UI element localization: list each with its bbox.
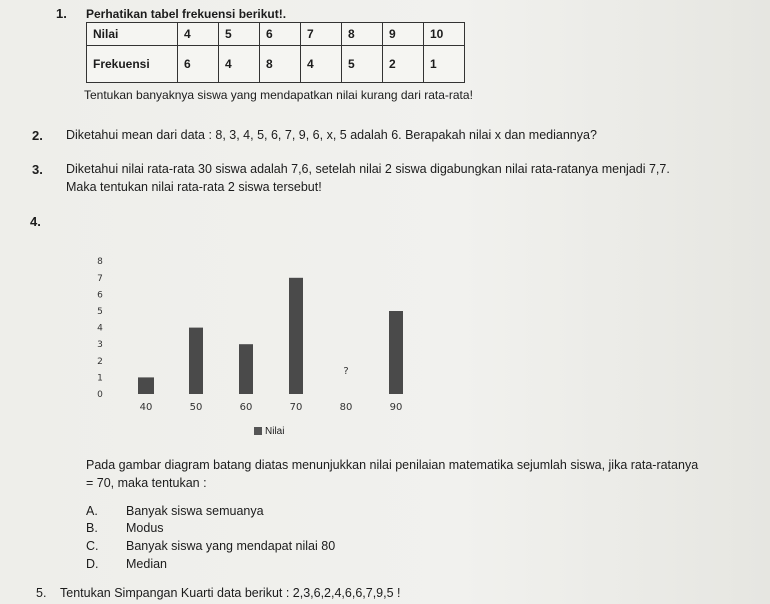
table-cell: 5 — [219, 23, 260, 46]
y-tick-label: 6 — [97, 290, 103, 301]
table-cell: 5 — [342, 46, 383, 83]
bar — [389, 311, 403, 394]
bar — [189, 328, 203, 394]
x-tick-label: 40 — [139, 402, 153, 412]
y-tick-label: 0 — [97, 390, 103, 400]
y-axis-ticks — [97, 257, 103, 400]
chart-legend — [254, 426, 284, 437]
option-a-text: Banyak siswa semuanya — [126, 504, 264, 518]
q4-paragraph-line2: = 70, maka tentukan : — [86, 476, 207, 490]
table-row-nilai — [87, 23, 465, 46]
y-tick-label: 2 — [97, 356, 103, 367]
q1-number: 1. — [56, 6, 67, 21]
table-cell: 2 — [383, 46, 424, 83]
option-a-letter: A. — [86, 504, 98, 518]
q3-line1: Diketahui nilai rata-rata 30 siswa adalah 7,6, setelah nilai 2 siswa digabungkan nilai rata-ratanya menjadi 7,7. — [66, 162, 670, 176]
y-tick-label: 4 — [97, 323, 103, 334]
table-cell: 7 — [301, 23, 342, 46]
y-tick-label: 3 — [97, 340, 103, 351]
y-tick-label: 5 — [97, 307, 103, 317]
x-tick-label: 60 — [239, 402, 253, 412]
bar — [138, 377, 154, 394]
table-row-frekuensi — [87, 46, 465, 83]
y-tick-label: 8 — [97, 257, 103, 268]
q2-number: 2. — [32, 128, 43, 143]
q4-paragraph-line1: Pada gambar diagram batang diatas menunjukkan nilai penilaian matematika sejumlah siswa, jika rata-ratanya — [86, 458, 699, 472]
q3-number: 3. — [32, 162, 43, 177]
q4-number: 4. — [30, 214, 41, 229]
q5-number: 5. — [36, 586, 47, 600]
bar — [289, 278, 303, 394]
legend-swatch — [254, 427, 262, 435]
x-tick-label: 70 — [289, 402, 303, 412]
table-cell: 1 — [424, 46, 465, 83]
x-tick-label: 90 — [389, 402, 403, 412]
legend-label: Nilai — [265, 426, 285, 437]
row-header-nilai: Nilai — [87, 23, 178, 46]
table-cell: 6 — [178, 46, 219, 83]
q3-line2: Maka tentukan nilai rata-rata 2 siswa tersebut! — [66, 180, 322, 194]
x-tick-label: 50 — [189, 402, 203, 412]
table-cell: 4 — [301, 46, 342, 83]
frequency-table — [86, 22, 465, 83]
table-cell: 4 — [178, 23, 219, 46]
table-cell: 9 — [383, 23, 424, 46]
table-cell: 4 — [219, 46, 260, 83]
row-header-frekuensi: Frekuensi — [87, 46, 178, 83]
bars — [138, 278, 403, 394]
option-c-letter: C. — [86, 539, 99, 553]
option-d-letter: D. — [86, 557, 99, 571]
unknown-value-marker: ? — [343, 366, 349, 377]
option-b-letter: B. — [86, 521, 98, 535]
option-b-text: Modus — [126, 521, 164, 535]
table-cell: 8 — [260, 46, 301, 83]
q5-text: Tentukan Simpangan Kuarti data berikut : 2,3,6,2,4,6,6,7,9,5 ! — [60, 586, 401, 600]
option-c-text: Banyak siswa yang mendapat nilai 80 — [126, 539, 336, 553]
q2-text: Diketahui mean dari data : 8, 3, 4, 5, 6, 7, 9, 6, x, 5 adalah 6. Berapakah nilai x dan mediannya? — [66, 128, 597, 142]
table-cell: 6 — [260, 23, 301, 46]
table-cell: 10 — [424, 23, 465, 46]
bar-chart — [80, 232, 420, 412]
y-tick-label: 7 — [97, 273, 103, 284]
option-d-text: Median — [126, 557, 167, 571]
y-tick-label: 1 — [97, 373, 103, 384]
q1-title: Perhatikan tabel frekuensi berikut!. — [86, 7, 287, 21]
x-axis-ticks — [140, 402, 403, 412]
q1-question: Tentukan banyaknya siswa yang mendapatkan nilai kurang dari rata-rata! — [84, 88, 473, 102]
table-cell: 8 — [342, 23, 383, 46]
x-tick-label: 80 — [339, 402, 353, 412]
bar — [239, 344, 253, 394]
